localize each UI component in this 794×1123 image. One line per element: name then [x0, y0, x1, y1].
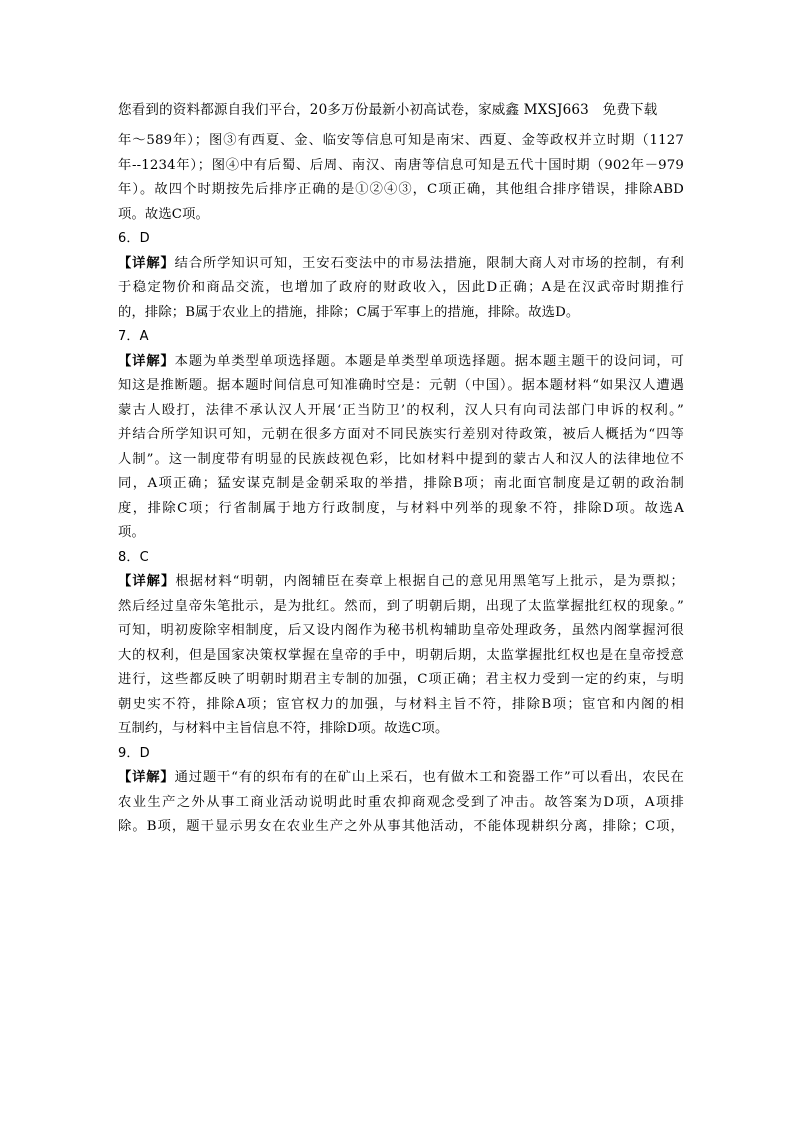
- text-line: 年～589年）；图③有西夏、金、临安等信息可知是南宋、西夏、金等政权并立时期（1127: [118, 133, 684, 148]
- explanation-line: 的，排除；B属于农业上的措施，排除；C属于军事上的措施，排除。故选D。: [118, 304, 580, 320]
- explanation-line: 进行，这些都反映了明朝时期君主专制的加强，C项正确；君主权力受到一定的约束，与明: [118, 672, 684, 687]
- explanation-line: [118, 766, 684, 791]
- explanation-line: 除。B项，题干显示男女在农业生产之外从事其他活动，不能体现耕织分离，排除；C项，: [118, 819, 684, 834]
- explanation-line: 可知，明初废除宰相制度，后又设内阁作为秘书机构辅助皇帝处理政务，虽然内阁掌握河很: [118, 623, 684, 638]
- explanation-line: [118, 570, 684, 595]
- explanation-line: 项。: [118, 525, 145, 540]
- answer-number: 7．A: [118, 329, 149, 344]
- answer-content: [118, 129, 684, 840]
- answer-number: 9．D: [118, 745, 150, 761]
- explanation-line: 蒙古人殴打，法律不承认汉人开展‘正当防卫’的权利，汉人只有向司法部门申诉的权利。”: [118, 402, 684, 418]
- explanation-line: 互制约，与材料中主旨信息不符，排除D项。故选C项。: [118, 721, 449, 736]
- explanation-line: [118, 350, 684, 375]
- text-line: 年）。故四个时期按先后排序正确的是①②④③，C项正确，其他组合排序错误，排除ABD: [118, 182, 684, 197]
- header-banner: 您看到的资料都源自我们平台，20多万份最新小初高试卷，家威鑫 MXSJ663 免费下载: [118, 102, 658, 118]
- explanation-text: 通过题干“有的织布有的在矿山上采石，也有做木工和瓷器工作”可以看出，农民在: [174, 770, 684, 785]
- text-line: 项。故选C项。: [118, 206, 210, 222]
- explanation-text: 本题为单类型单项选择题。本题是单类型单项选择题。据本题主题干的设问词，可: [174, 353, 684, 369]
- answer-number: 6．D: [118, 231, 150, 246]
- explanation-text: 根据材料“明朝，内阁辅臣在奏章上根据自己的意见用黑笔写上批示，是为票拟；: [175, 574, 684, 589]
- detail-label: 【详解】: [118, 574, 176, 589]
- explanation-line: 大的权利，但是国家决策权掌握在皇帝的手中，明朝后期，太监掌握批红权也是在皇帝授意: [118, 647, 684, 663]
- explanation-line: 知这是推断题。据本题时间信息可知准确时空是：元朝（中国）。据本题材料“如果汉人遭遇: [118, 378, 684, 393]
- explanation-line: 然后经过皇帝朱笔批示，是为批红。然而，到了明朝后期，出现了太监掌握批红权的现象。”: [118, 598, 684, 614]
- explanation-line: 于稳定物价和商品交流，也增加了政府的财政收入，因此D正确；A是在汉武帝时期推行: [118, 280, 684, 295]
- explanation-text: 结合所学知识可知，王安石变法中的市易法措施，限制大商人对市场的控制，有利: [174, 255, 684, 271]
- explanation-line: 同，A项正确；猛安谋克制是金朝采取的举措，排除B项；南北面官制度是辽朝的政治制: [118, 476, 684, 491]
- detail-label: 【详解】: [118, 255, 175, 271]
- explanation-line: [118, 252, 684, 277]
- detail-label: 【详解】: [118, 353, 175, 369]
- explanation-line: 农业生产之外从事工商业活动说明此时重农抑商观念受到了冲击。故答案为D项，A项排: [118, 794, 684, 810]
- text-line: 年--1234年）；图④中有后蜀、后周、南汉、南唐等信息可知是五代十国时期（902年－979: [118, 157, 684, 173]
- answer-number: 8．C: [118, 549, 149, 565]
- explanation-line: 度，排除C项；行省制属于地方行政制度，与材料中列举的现象不符，排除D项。故选A: [118, 500, 684, 516]
- explanation-line: 并结合所学知识可知，元朝在很多方面对不同民族实行差别对待政策，被后人概括为“四等: [118, 427, 684, 442]
- explanation-line: 人制”。这一制度带有明显的民族歧视色彩，比如材料中提到的蒙古人和汉人的法律地位不: [118, 451, 684, 467]
- explanation-line: 朝史实不符，排除A项；宦官权力的加强，与材料主旨不符，排除B项；宦官和内阁的相: [118, 696, 684, 712]
- detail-label: 【详解】: [118, 770, 175, 785]
